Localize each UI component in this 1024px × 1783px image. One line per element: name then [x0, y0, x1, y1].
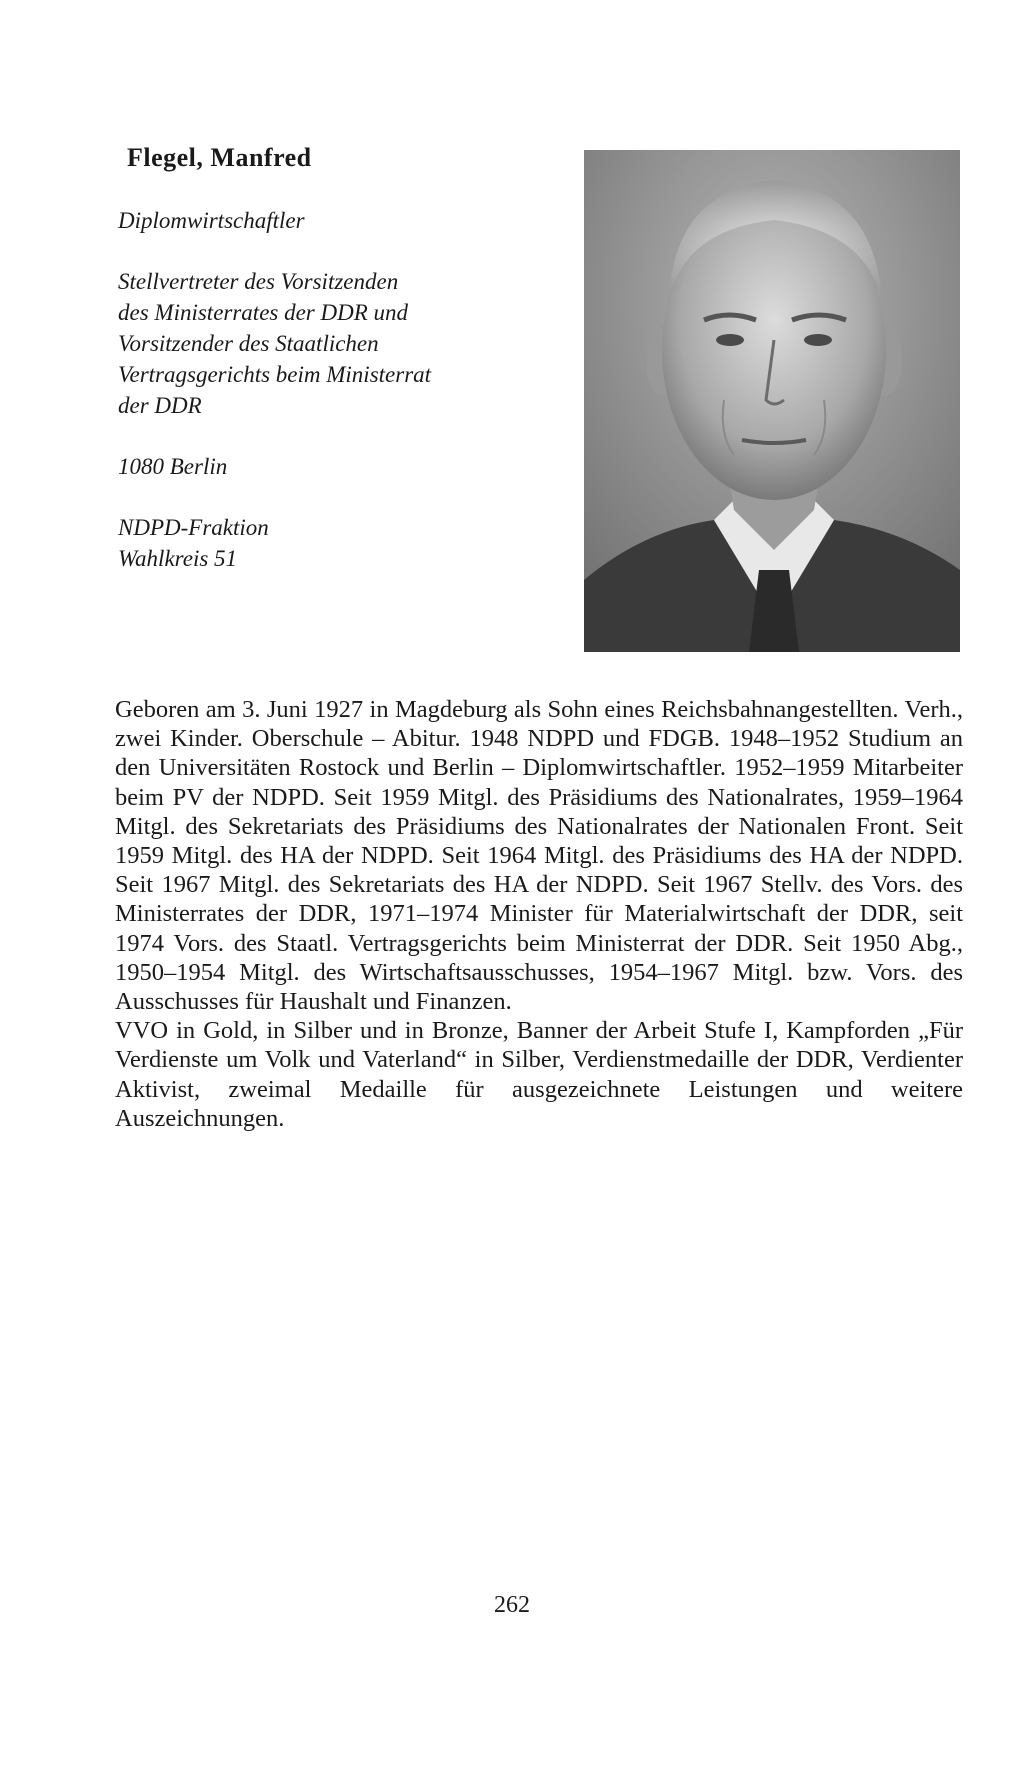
position-line: des Ministerrates der DDR und — [118, 300, 409, 325]
location: 1080 Berlin — [118, 454, 228, 479]
portrait-photo — [584, 150, 960, 652]
person-name: Flegel, Manfred — [127, 143, 312, 172]
position-line: Vorsitzender des Staatlichen — [118, 331, 379, 356]
faction-block — [118, 512, 558, 574]
position-line: Vertragsgerichts beim Ministerrat — [118, 362, 432, 387]
portrait-image — [584, 150, 960, 652]
page-number: 262 — [494, 1592, 530, 1618]
position-line: der DDR — [118, 393, 202, 418]
profession: Diplomwirtschaftler — [118, 208, 305, 233]
position-line: Stellvertreter des Vorsitzenden — [118, 269, 399, 294]
constituency: Wahlkreis 51 — [118, 546, 238, 571]
faction: NDPD-Fraktion — [118, 515, 269, 540]
biography — [115, 695, 963, 1133]
person-info-block — [118, 205, 558, 604]
position-title — [118, 266, 558, 421]
awards-paragraph: VVO in Gold, in Silber und in Bronze, Banner der Arbeit Stufe I, Kampforden „Für Verdienste um Volk und Vaterland“ in Silber, Verdienstmedaille der DDR, Verdienter Aktivist, zweimal Medaille für ausgezeichnete Leistungen und weitere Auszeichnungen. — [115, 1017, 963, 1132]
biography-paragraph: Geboren am 3. Juni 1927 in Magdeburg als Sohn eines Reichsbahnangestellten. Verh., zwei Kinder. Oberschule – Abitur. 1948 NDPD und FDGB. 1948–1952 Studium an den Universitäten Rostock und Berlin – Diplomwirtschaftler. 1952–1959 Mitarbeiter beim PV der NDPD. Seit 1959 Mitgl. des Präsidiums des Nationalrates, 1959–1964 Mitgl. des Sekretariats des Präsidiums des Nationalrates der Nationalen Front. Seit 1959 Mitgl. des HA der NDPD. Seit 1964 Mitgl. des Präsidiums des HA der NDPD. Seit 1967 Mitgl. des Sekretariats des HA der NDPD. Seit 1967 Stellv. des Vors. des Ministerrates der DDR, 1971–1974 Minister für Materialwirtschaft der DDR, seit 1974 Vors. des Staatl. Vertragsgerichts beim Ministerrat der DDR. Seit 1950 Abg., 1950–1954 Mitgl. des Wirtschaftsausschusses, 1954–1967 Mitgl. bzw. Vors. des Ausschusses für Haushalt und Finanzen. — [115, 696, 963, 1016]
